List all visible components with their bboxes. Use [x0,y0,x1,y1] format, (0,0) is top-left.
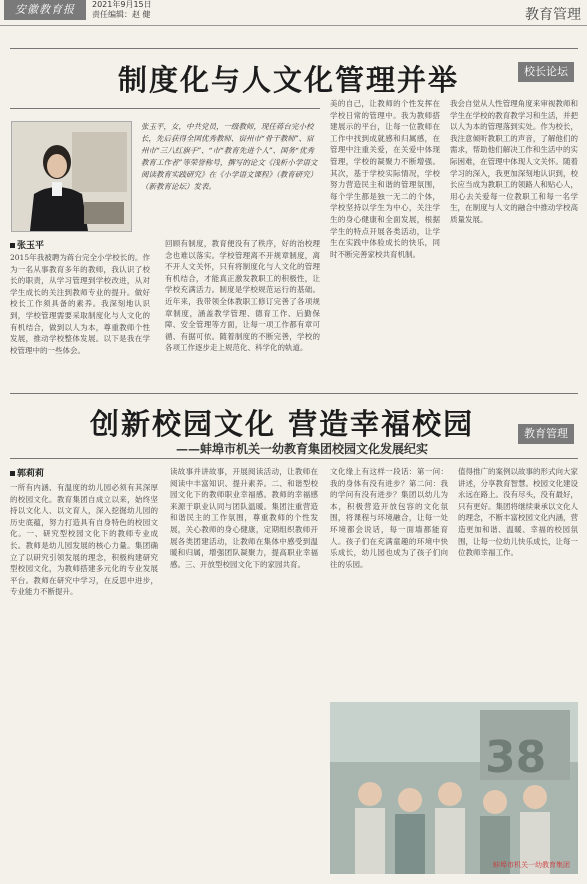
kindergarten-photo [330,702,578,874]
article1-byline: 张玉平 [10,238,44,251]
masthead-logo: 安徽教育报 [4,0,86,20]
article1-column-2 [165,238,320,388]
article1-col2-text: 回顾有制度，教育便没有了秩序，好的治校理念也难以落实。学校管理离不开规章制度，离不开人文关怀，只有将制度化与人文化的管理有机结合，才能真正激发教职工的积极性，让学校充满活力。制度是学校规范运行的基础。近年来，我带领全体教职工修订完善了各项规章制度，涵盖教学管理、德育工作、后勤保障、安全管理等方面，让每一项工作都有章可循、有据可依。随着制度的不断完善，学校的各项工作逐步走上规范化、科学化的轨道。 [165,239,320,353]
article1-column-1 [10,252,150,388]
article1-top-rule [10,48,578,49]
article2-col3-text: 文化缘上有这样一段话：第一问：我的身体有没有进步？第二问：我的学问有没有进步？集团以幼儿为本，积极营造开放包容的文化氛围，将课程与环境融合，让每一处环境都会说话，每一面墙都能育人。孩子们在充满童趣的环境中快乐成长，幼儿园也成为了孩子们向往的乐园。 [330,467,448,569]
article1-column-4 [450,98,578,388]
article1-header-rule [10,108,320,109]
author-portrait [11,121,132,232]
article1-col4-text: 我会自觉从人性管理角度来审视教师和学生在学校的教育教学习和生活，并把以人为本的管理落到实处。作为校长，我注意倾听教职工的声音，了解他们的需求，帮助他们解决工作和生活中的实际困难，在管理中体现人文关怀。随着学习的深入，我更加深刻地认识到，校长应当成为教职工的领路人和贴心人，用心去关爱每一位教职工和每一名学生，在制度与人文的融合中推动学校高质量发展。 [450,99,578,224]
article2-subtitle: ——蚌埠市机关一幼教育集团校园文化发展纪实 [176,442,429,456]
article2-column-4 [458,466,578,694]
svg-text:38: 38 [485,732,547,783]
author-profile: 张玉平，女，中共党员，一级教师，现任蒋台完小校长，先后获得全国优秀教师、宿州市“骨干教师”、宿州市“三八红旗手”、“市“教育先进个人”、国务“优秀教育工作者”等荣誉称号，撰写的论文《浅析小学语文阅读教育实践研究》在《小学语文课程》（教育研究）（新教育论坛）发表。 [141,122,318,191]
article2-col2-text: 读故事并讲故事，开展阅读活动，让教师在阅读中丰富知识、提升素养。二、和谐型校园文化下的教师职业幸福感。教师的幸福感来源于职业认同与团队温暖。集团注重营造和谐民主的工作氛围，尊重教师的个性发展，关心教师的身心健康，定期组织教师开展各类团建活动，让教师在集体中感受到温暖和归属，增强团队凝聚力，提高职业幸福感。三、开放型校园文化下的家园共育。 [170,467,318,569]
article1-col1-text: 2015年我被聘为蒋台完全小学校长的。作为一名从事教育多年的教师，我认识了校长的职责，从学习管理到学校改进，从对学生成长的关注到教师专业的提升。做好校长工作须具备的素养。我深刻地认识到，学校管理需要采取制度化与人文化的有机结合，做到以人为本，尊重教师个性发展，推动学校整体发展。以下是我在学校管理中的一些体会。 [10,253,150,355]
article1-column-tag: 校长论坛 [518,62,574,82]
article2-top-rule [10,393,578,394]
article1-title: 制度化与人文化管理并举 [118,63,460,97]
article2-column-2 [170,466,318,876]
article2-byline: 郭莉莉 [10,466,44,479]
article2-column-1 [10,482,158,876]
article2-header-rule [10,458,578,459]
article2-col4-text: 值得推广的案例以故事的形式向大家讲述，分享教育智慧。校园文化建设永远在路上。没有尽头，没有最好，只有更好。集团将继续秉承以文化人的理念，不断丰富校园文化内涵，营造更加和谐、温暖、幸福的校园氛围，让每一位幼儿快乐成长，让每一位教师幸福工作。 [458,467,578,558]
photo-caption: 蚌埠市机关一幼教育集团 [493,861,570,869]
editor-credit: 责任编辑：赵 健 [92,10,151,19]
issue-date: 2021年9月15日 [92,0,152,9]
article2-title: 创新校园文化 营造幸福校园 [90,407,475,441]
article2-column-tag: 教育管理 [518,424,574,444]
section-name: 教育管理 [525,7,581,23]
header-divider [0,25,587,26]
article2-col1-text: 一所有内涵、有温度的幼儿园必须有其深厚的校园文化。教育集团自成立以来，始终坚持以文化人、以文育人，深入挖掘幼儿园的历史底蕴，努力打造具有自身特色的校园文化。一、研究型校园文化下的教师专业成长。教师是幼儿园发展的核心力量。集团确立了以研究引领发展的理念，积极构建研究型校园文化，为教师搭建多元化的专业发展平台。教师在研究中学习，在反思中进步，专业能力不断提升。 [10,483,158,597]
article2-column-3 [330,466,448,694]
article1-column-3 [330,98,440,388]
article1-col3-text: 美的自己，让教师的个性发挥在学校日常的管理中。我为教师搭建展示的平台，让每一位教师在工作中找到成就感和归属感，在管理中注重关爱，在关爱中体现管理，学校的凝聚力不断增强。其次，基于学校实际情况，学校努力营造民主和谐的管理氛围，每个学生都是独一无二的个体，学校坚持以学生为中心，关注学生的身心健康和全面发展，根据学生的特点开展各类活动，让学生在实践中体验成长的快乐，同时不断完善家校共育机制。 [330,99,440,259]
